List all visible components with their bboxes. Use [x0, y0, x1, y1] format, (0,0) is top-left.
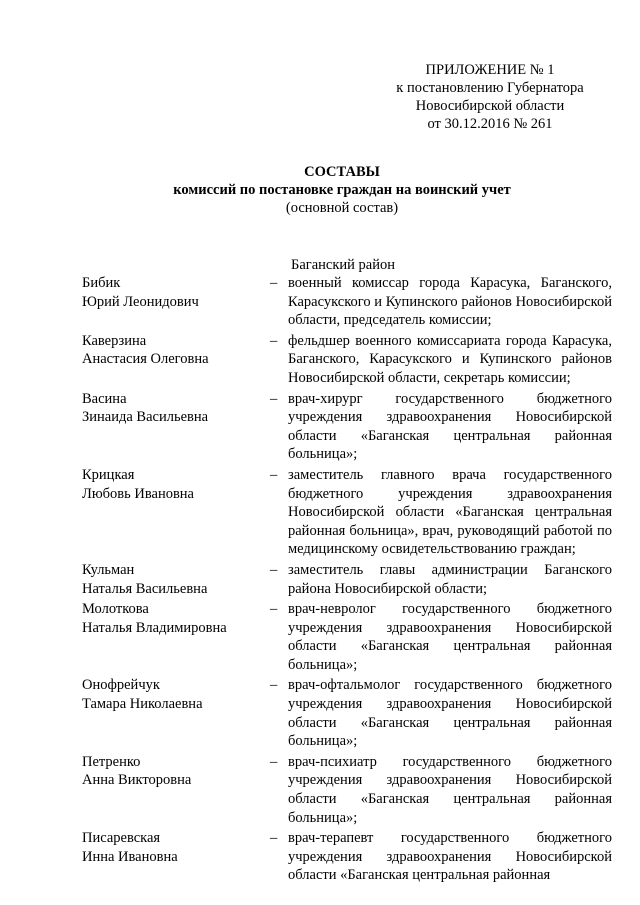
document-title	[82, 163, 602, 217]
member-row	[82, 466, 612, 559]
member-dash: –	[270, 677, 278, 694]
member-row	[82, 274, 612, 330]
member-name	[82, 466, 270, 503]
member-row	[82, 829, 612, 885]
member-name	[82, 332, 270, 369]
member-given-name: Зинаида Васильевна	[82, 409, 209, 426]
member-role: врач-офтальмолог государственного бюджетного учреждения здравоохранения Новосибирской области «Баганская центральная районная больница»;	[288, 677, 612, 750]
member-row	[82, 676, 612, 750]
member-dash: –	[270, 390, 278, 407]
member-role: военный комиссар города Карасука, Баганского, Карасукского и Купинского районов Новосибирской области, председатель комиссии;	[288, 275, 612, 329]
member-surname: Кульман	[82, 561, 135, 578]
appendix-reference: к постановлению Губернатора	[396, 80, 584, 96]
member-given-name: Тамара Николаевна	[82, 696, 203, 713]
appendix-header	[395, 61, 585, 133]
member-dash: –	[270, 275, 278, 291]
member-role: заместитель главного врача государственного бюджетного учреждения здравоохранения Новосибирской области «Баганская центральная районная больница», врач, руководящий работой по медицинскому освидетельствованию граждан;	[288, 466, 612, 558]
member-given-name: Наталья Васильевна	[82, 580, 208, 597]
member-surname: Онофрейчук	[82, 677, 160, 694]
member-row	[82, 332, 612, 388]
member-given-name: Юрий Леонидович	[82, 293, 199, 310]
district-heading: Баганский район	[291, 257, 395, 273]
appendix-date: от 30.12.2016 № 261	[427, 116, 553, 132]
title-main: СОСТАВЫ	[304, 164, 380, 180]
member-surname: Каверзина	[82, 332, 147, 349]
member-name	[82, 274, 270, 311]
member-dash: –	[270, 753, 278, 770]
member-surname: Молоткова	[82, 601, 149, 618]
member-role: врач-психиатр государственного бюджетного учреждения здравоохранения Новосибирской области «Баганская центральная районная больница»;	[288, 753, 612, 826]
member-name	[82, 676, 270, 713]
member-role: фельдшер военного комиссариата города Карасука, Баганского, Карасукского и Купинского районов Новосибирской области, секретарь комиссии;	[288, 332, 612, 386]
member-name	[82, 561, 270, 598]
member-dash: –	[270, 830, 278, 847]
member-name	[82, 829, 270, 866]
member-surname: Крицкая	[82, 466, 135, 483]
member-role: врач-терапевт государственного бюджетного учреждения здравоохранения Новосибирской области «Баганская центральная районная	[288, 830, 612, 884]
member-dash: –	[270, 332, 278, 349]
member-row	[82, 753, 612, 827]
member-name	[82, 600, 270, 637]
member-role: заместитель главы администрации Баганского района Новосибирской области;	[288, 561, 612, 597]
member-dash: –	[270, 561, 278, 578]
member-role: врач-невролог государственного бюджетного учреждения здравоохранения Новосибирской области «Баганская центральная районная больница»;	[288, 601, 612, 673]
title-subject: комиссий по постановке граждан на воинский учет	[173, 182, 511, 198]
member-dash: –	[270, 466, 278, 483]
member-given-name: Анастасия Олеговна	[82, 351, 209, 368]
appendix-region: Новосибирской области	[415, 98, 565, 114]
members-list	[82, 274, 612, 887]
member-name	[82, 753, 270, 790]
member-given-name: Любовь Ивановна	[82, 485, 194, 502]
member-name	[82, 390, 270, 427]
member-given-name: Инна Ивановна	[82, 848, 178, 865]
member-surname: Писаревская	[82, 830, 161, 847]
member-role: врач-хирург государственного бюджетного учреждения здравоохранения Новосибирской области «Баганская центральная районная больница»;	[288, 390, 612, 463]
member-given-name: Наталья Владимировна	[82, 619, 227, 636]
member-row	[82, 390, 612, 464]
member-given-name: Анна Викторовна	[82, 772, 192, 789]
member-surname: Васина	[82, 390, 127, 407]
member-row	[82, 561, 612, 598]
member-surname: Петренко	[82, 753, 141, 770]
appendix-number: ПРИЛОЖЕНИЕ № 1	[425, 62, 555, 78]
member-row	[82, 600, 612, 674]
title-composition: (основной состав)	[285, 200, 399, 216]
member-surname: Бибик	[82, 275, 121, 291]
member-dash: –	[270, 601, 278, 618]
